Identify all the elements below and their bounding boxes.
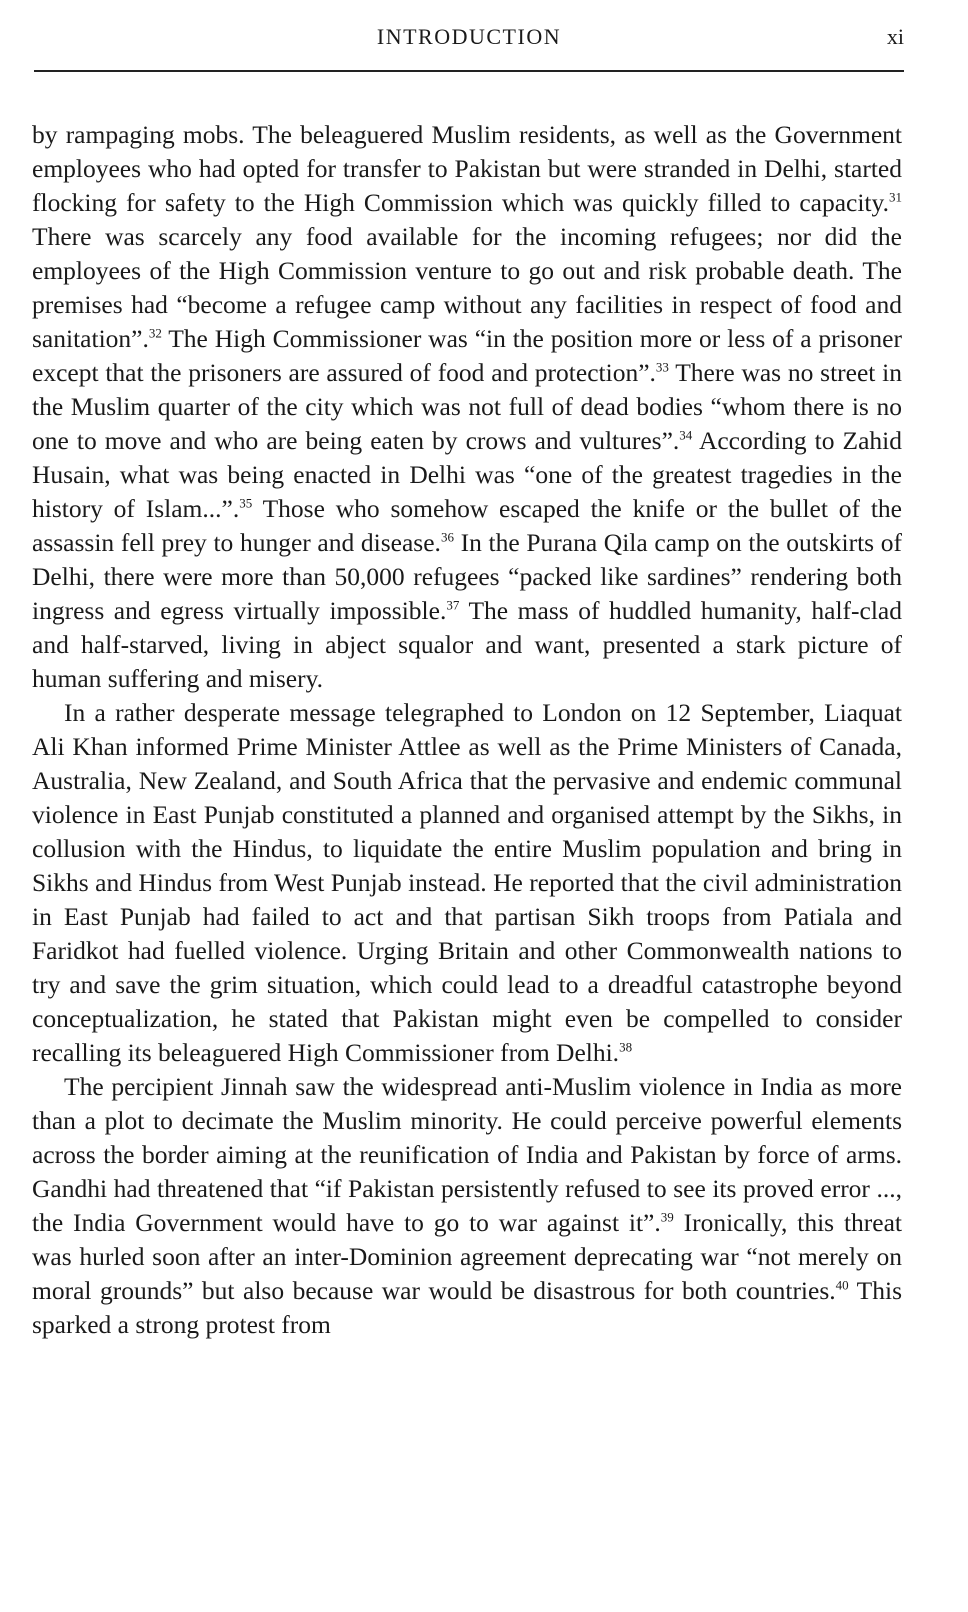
- text-run: In the Purana Qila camp on the outskirts of Delhi, there were more than 50,000 refugees “packed like sardines” rendering both ingress and egress virtually impossible.: [32, 528, 902, 625]
- paragraph: [32, 118, 902, 696]
- text-run: This sparked a strong protest from: [32, 1276, 903, 1339]
- text-run: The percipient Jinnah saw the widespread anti-Muslim violence in India as more than a plot to decimate the Muslim minority. He could perceive powerful elements across the border aiming at the reunification of India and Pakistan by force of arms. Gandhi had threatened that “if Pakistan persistently refused to see its proved error ..., the India Government would have to go to war against it”.: [32, 1072, 902, 1237]
- footnote-ref: 31: [889, 189, 902, 205]
- footnote-ref: 33: [655, 359, 669, 375]
- text-run: There was scarcely any food available for the incoming refugees; nor did the employees of the High Commission venture to go out and risk probable death. The premises had “become a refugee camp without any facilities in respect of food and sanitation”.: [32, 222, 902, 353]
- body-text: [32, 118, 902, 1342]
- header-rule: [34, 70, 904, 72]
- text-run: by rampaging mobs. The beleaguered Muslim residents, as well as the Government employees who had opted for transfer to Pakistan but were stranded in Delhi, started flocking for safety to the High Commission which was quickly filled to capacity.: [32, 120, 902, 217]
- footnote-ref: 40: [835, 1277, 849, 1293]
- footnote-ref: 35: [239, 495, 253, 511]
- running-title: INTRODUCTION: [376, 24, 562, 49]
- text-run: There was no street in the Muslim quarter of the city which was not full of dead bodies “whom there is no one to move and who are being eaten by crows and vultures”.: [32, 358, 902, 455]
- footnote-ref: 38: [619, 1039, 633, 1055]
- text-run: In a rather desperate message telegraphed to London on 12 September, Liaquat Ali Khan informed Prime Minister Attlee as well as the Prime Ministers of Canada, Australia, New Zealand, and South Africa that the pervasive and endemic communal violence in East Punjab constituted a planned and organised attempt by the Sikhs, in collusion with the Hindus, to liquidate the entire Muslim population and bring in Sikhs and Hindus from West Punjab instead. He reported that the civil administration in East Punjab had failed to act and that partisan Sikh troops from Patiala and Faridkot had fuelled violence. Urging Britain and other Commonwealth nations to try and save the grim situation, which could lead to a dreadful catastrophe beyond conceptualization, he stated that Pakistan might even be compelled to consider recalling its beleaguered High Commissioner from Delhi.: [32, 698, 902, 1067]
- text-run: Ironically, this threat was hurled soon after an inter-Dominion agreement deprecating war “not merely on moral grounds” but also because war would be disastrous for both countries.: [32, 1208, 902, 1305]
- page-number: xi: [886, 24, 904, 49]
- text-run: The mass of huddled humanity, half-clad and half-starved, living in abject squalor and want, presented a stark picture of human suffering and misery.: [32, 596, 902, 693]
- running-head: [34, 22, 904, 52]
- paragraph: [32, 1070, 902, 1342]
- footnote-ref: 37: [446, 597, 460, 613]
- text-run: Those who somehow escaped the knife or the bullet of the assassin fell prey to hunger and disease.: [32, 494, 902, 557]
- footnote-ref: 32: [148, 325, 162, 341]
- text-run: The High Commissioner was “in the position more or less of a prisoner except that the prisoners are assured of food and protection”.: [32, 324, 902, 387]
- paragraph: [32, 696, 902, 1070]
- footnote-ref: 36: [440, 529, 454, 545]
- footnote-ref: 34: [679, 427, 693, 443]
- footnote-ref: 39: [660, 1209, 674, 1225]
- text-run: According to Zahid Husain, what was being enacted in Delhi was “one of the greatest tragedies in the history of Islam...”.: [32, 426, 902, 523]
